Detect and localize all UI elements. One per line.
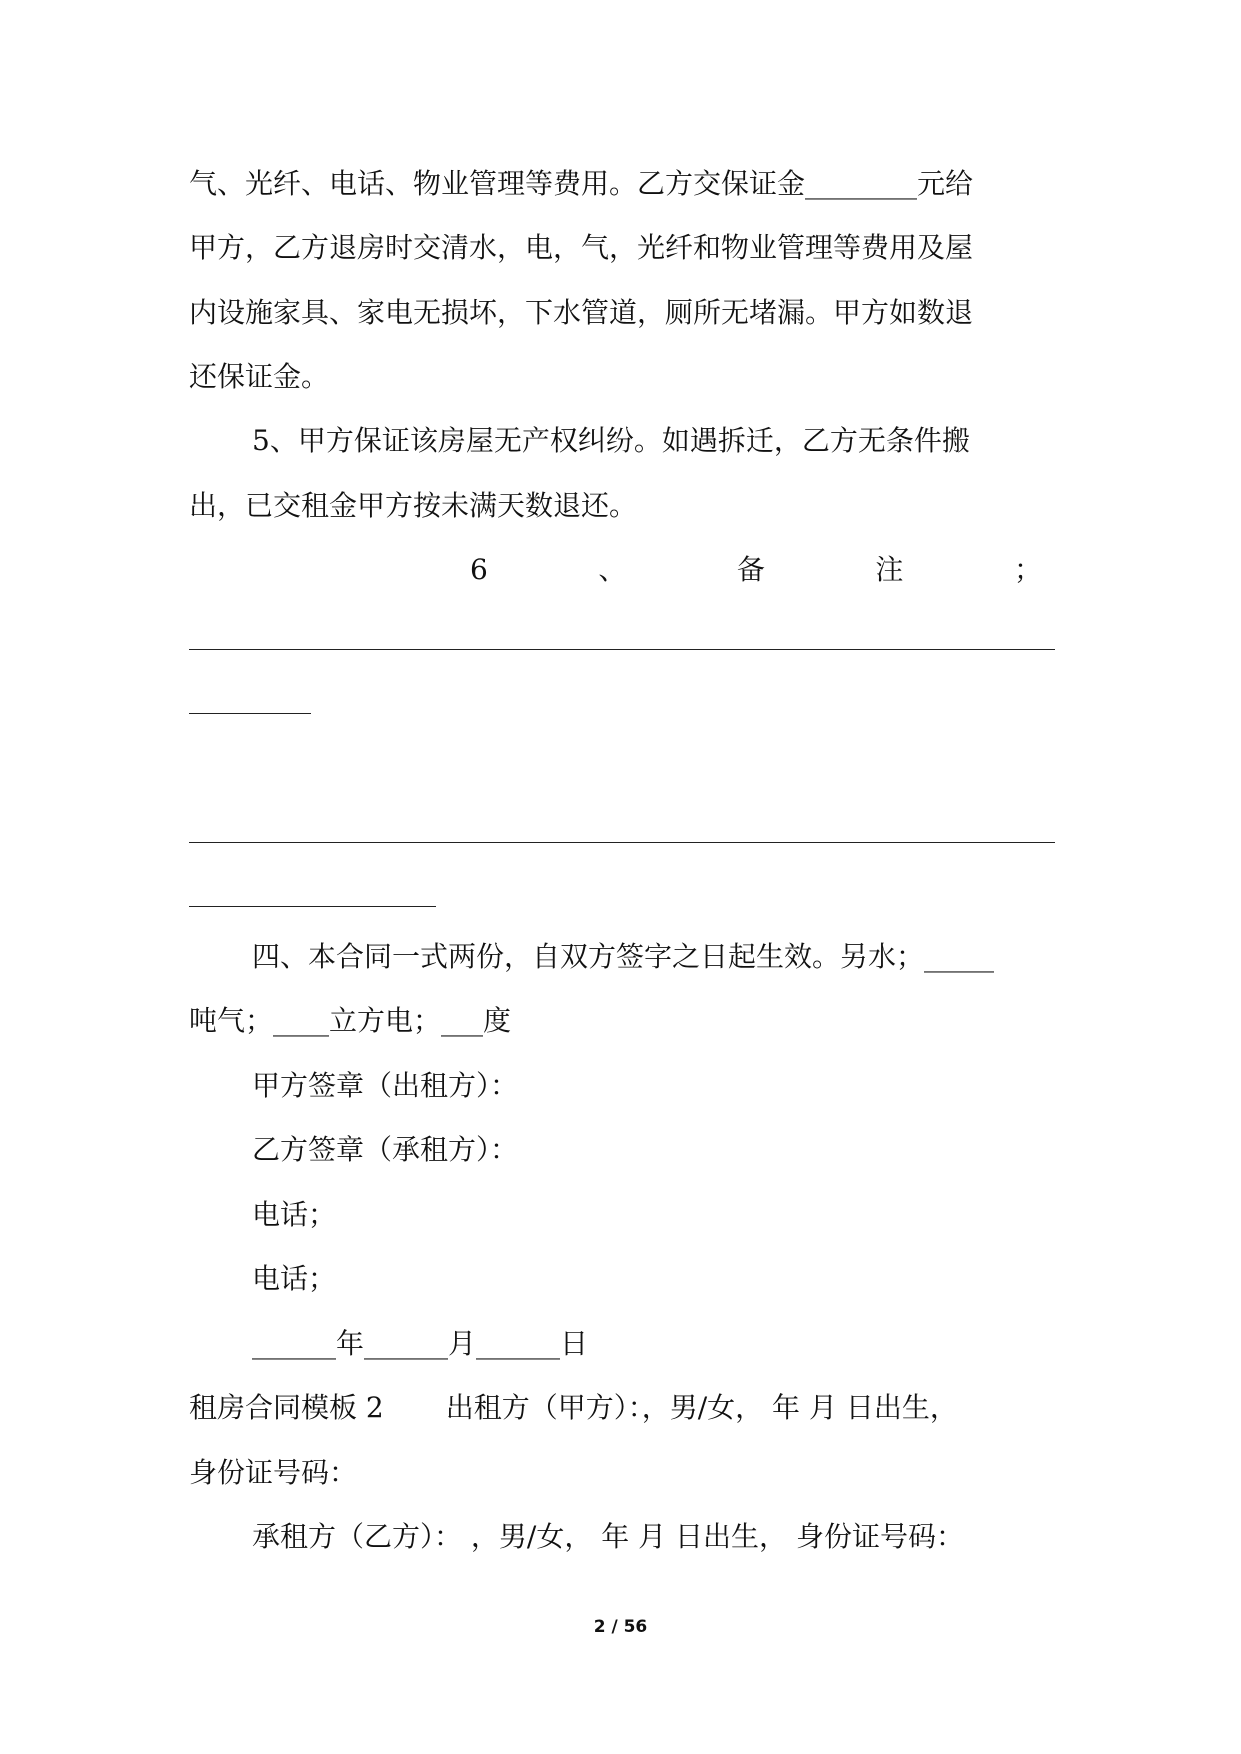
remark-blank-line-4	[189, 906, 436, 907]
remark-char-5: ；	[1013, 553, 1042, 586]
template-2-title: 租房合同模板 2	[189, 1391, 384, 1424]
body-line-4: 还保证金。	[189, 360, 330, 393]
remark-blank-line-2	[189, 713, 311, 714]
remark-char-3: 备	[736, 553, 765, 586]
lessor-signature: 甲方签章（出租方）：	[252, 1069, 519, 1102]
remark-char-2: 、	[598, 553, 627, 586]
body-line-3: 内设施家具、家电无损坏，下水管道，厕所无堵漏。甲方如数退	[189, 296, 974, 329]
body-line-1: 气、光纤、电话、物业管理等费用。乙方交保证金________元给	[189, 167, 974, 200]
remark-blank-line-1	[189, 649, 1055, 650]
remark-heading	[470, 553, 1042, 587]
remark-blank-line-3	[189, 842, 1055, 843]
clause-4-line-1: 四、本合同一式两份，自双方签字之日起生效。另水；_____	[252, 940, 995, 973]
remark-char-4: 注	[875, 553, 904, 586]
clause-5-line-2: 出，已交租金甲方按未满天数退还。	[189, 489, 638, 522]
template-2-lessee-line: 承租方（乙方）： ，男/女， 年 月 日出生， 身份证号码：	[252, 1520, 964, 1553]
lessee-signature: 乙方签章（承租方）：	[252, 1133, 519, 1166]
phone-line-2: 电话；	[252, 1262, 337, 1295]
body-line-2: 甲方，乙方退房时交清水，电，气，光纤和物业管理等费用及屋	[189, 231, 974, 264]
remark-char-1: 6	[470, 553, 488, 586]
template-2-lessor-line: 出租方（甲方）：，男/女， 年 月 日出生，	[445, 1391, 958, 1424]
template-2-lessor-id: 身份证号码：	[189, 1456, 358, 1489]
clause-4-line-2: 吨气；____立方电；___度	[189, 1004, 512, 1037]
date-line: ______年______月______日	[252, 1327, 589, 1360]
clause-5-line-1: 5、甲方保证该房屋无产权纠纷。如遇拆迁，乙方无条件搬	[252, 424, 970, 457]
template-2-first-line	[189, 1391, 1055, 1425]
phone-line-1: 电话；	[252, 1198, 337, 1231]
page-indicator: 2 / 56	[593, 1617, 648, 1637]
